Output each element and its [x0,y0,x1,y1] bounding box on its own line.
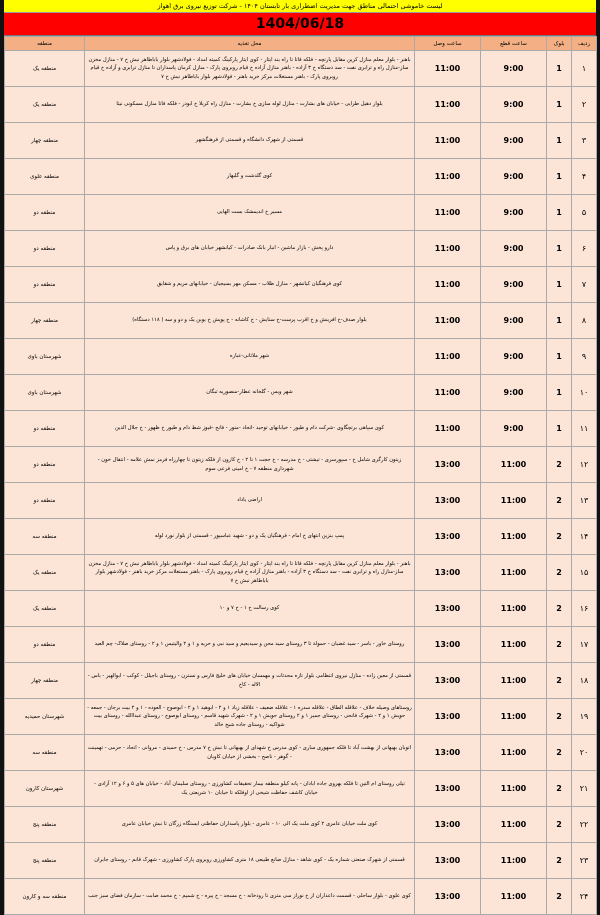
cell-region: منطقه دو [5,411,85,447]
cell-address: قسمتی از معین زاده - منازل نیروی انتظامی بلوار تازه محدثات و مهمسان خیابان های خلیج فارس و نسترن - روستای باجیلل - کوکب - ابوالهیر - باس - الاله - کاخ [85,663,415,699]
cell-off-time: 11:00 [481,519,547,555]
cell-region: منطقه دو [5,483,85,519]
cell-on-time: 11:00 [415,231,481,267]
cell-address: کوی علوی - بلوار ساحلی - قسمت داعداران از خ نوراز سی متری تا رودخانه - خ مسجد - خ پیره - خ شمیم - خ محمد صابت - سازمان فضای سبز جنب [85,879,415,915]
document-title: لیست خاموشی احتمالی مناطق جهت مدیریت اضطراری بار تابستان ۱۴۰۴ - شرکت توزیع نیروی برق اهواز [4,0,596,13]
cell-block-number: 2 [547,519,572,555]
cell-on-time: 13:00 [415,807,481,843]
cell-address: اتوبان بهبهانی از بهشت آباد تا فلکه جمهوری ساری - کوی مدرس خ شهدای از بهبهانی تا نبش خ ۷ مدرس - خ حمیدی - مروانی - اتحاد - حرمی - تهمینت - گوهر - ناصح - بخشی از خیابان کاوبان [85,735,415,771]
cell-block-number: 2 [547,699,572,735]
cell-region: منطقه دو [5,267,85,303]
table-row [5,591,597,627]
cell-off-time: 9:00 [481,411,547,447]
cell-block-number: 2 [547,663,572,699]
cell-block-number: 1 [547,411,572,447]
cell-block-number: 2 [547,627,572,663]
cell-region: منطقه سه و کارون [5,879,85,915]
cell-address: شهر ملاثانی-عباره [85,339,415,375]
cell-address: پمپ بنزین انتهای خ امام - فرهنگیان یک و دو - شهید عباسپور - قسمتی از بلوار نورد لوله [85,519,415,555]
cell-off-time: 9:00 [481,375,547,411]
cell-region: منطقه دو [5,231,85,267]
cell-block-number: 1 [547,123,572,159]
cell-row-number: ۱۱ [572,411,597,447]
cell-row-number: ۳ [572,123,597,159]
table-row [5,627,597,663]
cell-off-time: 9:00 [481,303,547,339]
outage-table [4,36,597,915]
cell-row-number: ۱۵ [572,555,597,591]
cell-on-time: 11:00 [415,303,481,339]
table-row [5,267,597,303]
cell-on-time: 13:00 [415,663,481,699]
table-row [5,663,597,699]
table-row [5,807,597,843]
cell-block-number: 1 [547,303,572,339]
cell-region: منطقه چهار [5,123,85,159]
cell-address: کوی رسالت خ ۱ - خ ۷ و ۱۰ [85,591,415,627]
cell-address: بلوار صدف-خ افرینش و خ اقرب پرست-خ ستایش - خ کاشانه - خ پویش خ بوبن یک و دو و سه ( ۱۱۸ دستگاه) [85,303,415,339]
cell-off-time: 9:00 [481,267,547,303]
table-row [5,339,597,375]
cell-off-time: 9:00 [481,195,547,231]
cell-region: شهرستان باوی [5,375,85,411]
cell-region: منطقه یک [5,591,85,627]
cell-region: منطقه سه [5,519,85,555]
cell-on-time: 13:00 [415,483,481,519]
cell-block-number: 1 [547,339,572,375]
cell-address: بلوار دهیل طرایی - خیابان های بشارت - منازل لوله سازی خ بشارت - منازل راه کربلا خ ابوذر - فلکه فاتا منازل مسکونی نیتا [85,87,415,123]
cell-row-number: ۱۸ [572,663,597,699]
table-row [5,447,597,483]
cell-block-number: 1 [547,87,572,123]
cell-on-time: 13:00 [415,627,481,663]
cell-row-number: ۱۲ [572,447,597,483]
cell-on-time: 13:00 [415,555,481,591]
cell-address: قسمتی از شهرک دانشگاه و قسمتی از فرهنگشهر [85,123,415,159]
cell-on-time: 11:00 [415,123,481,159]
table-row [5,843,597,879]
cell-row-number: ۲۲ [572,807,597,843]
cell-off-time: 11:00 [481,879,547,915]
cell-region: منطقه سه [5,735,85,771]
cell-on-time: 11:00 [415,159,481,195]
cell-on-time: 13:00 [415,843,481,879]
cell-address: مسیر خ اندیمشک بست الهایی [85,195,415,231]
cell-address: کوی سپاهی برتچگاوی -شرکت دام و طیور - خیابانهای توحید -اتحاد -منور - فانح -فیوز شط دام و طیور خ ظهور - خ جلال الدین [85,411,415,447]
table-row [5,411,597,447]
table-row [5,195,597,231]
cell-row-number: ۲۴ [572,879,597,915]
cell-address: کوی گلدشت و گلبهار [85,159,415,195]
table-row [5,123,597,159]
cell-off-time: 11:00 [481,447,547,483]
cell-address: روستاهای وصیله خلاف - علاقله الطاق - علاقله سدره ۱ - علاقله ضعیف - علاقله زیاد ۱ و ۲ - ابوهید ۱ و ۲ - ابوصوج - العوده - ۱ و ۲ بیت برجان - جمعه - حویش ۱ و ۲ - شهرک فانحی - روستای جمیر ۱ و ۲ روستای حویش ۱ و ۲ - شهرک شهید قاسم - روستای ابوصوج - روستای عبداالله - روستای بیت شواکیه - روستای جاده شیخ خالد [85,699,415,735]
cell-off-time: 11:00 [481,591,547,627]
cell-block-number: 1 [547,159,572,195]
cell-address: باهنر - بلوار معلم منازل کرین مقابل پارتچه - فلکه فاتا تا راه بند ایثار - کوی ایثار پارکینگ کمیته امداد - فولادشهر بلوار باباطاهر نبش خ ۷ - منازل مخزن ساز-منازل راه و ترابری نفت - سد دستگاه خ ۳ آزاده - باهنر منازل آزاده خ قیام روبروی پارک - باهنر مستغلات مرکز خرید باهنر - فولادشهر بلوار باباطاهر نبش خ ۷ [85,555,415,591]
header-on-time: ساعت وصل [415,37,481,51]
cell-on-time: 13:00 [415,699,481,735]
cell-address: کوی ملت خیابان عامری ۲ کوی ملت یک الی ۱۰ - عامری - بلوار پاسداران حفاظتی ایستگاه زرگان تا نبش خیابان عامری [85,807,415,843]
cell-block-number: 2 [547,879,572,915]
cell-row-number: ۸ [572,303,597,339]
cell-on-time: 11:00 [415,267,481,303]
cell-region: منطقه یک [5,555,85,591]
cell-on-time: 11:00 [415,87,481,123]
table-row [5,771,597,807]
header-block: بلوک [547,37,572,51]
cell-on-time: 11:00 [415,195,481,231]
cell-region: منطقه پنج [5,807,85,843]
cell-on-time: 13:00 [415,771,481,807]
table-row [5,159,597,195]
cell-region: منطقه یک [5,87,85,123]
cell-block-number: 2 [547,735,572,771]
table-row [5,735,597,771]
cell-row-number: ۱۴ [572,519,597,555]
cell-region: شهرستان کارون [5,771,85,807]
table-row [5,555,597,591]
cell-off-time: 11:00 [481,843,547,879]
cell-address: دارو پخش - بازار ماشین - انبار بانک صادرات - کیانشهر خیابان های برق و پاس [85,231,415,267]
cell-row-number: ۲۳ [572,843,597,879]
table-row [5,87,597,123]
cell-block-number: 1 [547,231,572,267]
cell-on-time: 13:00 [415,519,481,555]
cell-row-number: ۷ [572,267,597,303]
cell-on-time: 11:00 [415,51,481,87]
table-row [5,303,597,339]
cell-address: شهر ویس - گلخانه عطار-منصوریه تبگان [85,375,415,411]
cell-on-time: 13:00 [415,447,481,483]
header-row-number: ردیف [572,37,597,51]
table-row [5,699,597,735]
cell-off-time: 11:00 [481,627,547,663]
cell-row-number: ۶ [572,231,597,267]
cell-row-number: ۱۳ [572,483,597,519]
cell-block-number: 2 [547,591,572,627]
cell-row-number: ۲۰ [572,735,597,771]
cell-block-number: 2 [547,447,572,483]
cell-off-time: 9:00 [481,231,547,267]
cell-region: منطقه علوی [5,159,85,195]
cell-region: منطقه دو [5,627,85,663]
cell-row-number: ۱۶ [572,591,597,627]
cell-row-number: ۲۱ [572,771,597,807]
cell-on-time: 11:00 [415,411,481,447]
cell-address: باهنر - بلوار معلم منازل کرین مقابل پارتچه - فلکه فاتا تا راه بند ایثار - کوی ایثار پارکینگ کمیته امداد - فولادشهر بلوار باباطاهر نبش خ ۷ - منازل مخزن ساز-منازل راه و ترابری نفت - سد دستگاه خ ۳ آزاده - باهنر منازل آزاده خ قیام روبروی پارک - منازل کرمان پاسداران تا منازل ترابری و آزاده خ قیام روبروی پارک - باهنر مستغلات مرکز خرید باهنر - فولادشهر بلوار باباطاهر نبش خ ۷ [85,51,415,87]
cell-on-time: 11:00 [415,375,481,411]
cell-on-time: 11:00 [415,339,481,375]
cell-address: تیلی روستای ام التین تا فلکه بهروی جاده ابادان - پانه کیلو منطقه بیمار تحقیقات کشاورزی - روستای سلیمان آباد - خیابان های ۵ و ۶ و ۱۲ آزادی - خیابان کاشف حفاظت شیخی از اوفلکه تا خیابان ۱۰ شریعتی یک [85,771,415,807]
header-address: محل تغذیه [85,37,415,51]
cell-address: اراضی یاداد [85,483,415,519]
table-row [5,483,597,519]
cell-region: منطقه دو [5,447,85,483]
cell-block-number: 1 [547,375,572,411]
cell-block-number: 1 [547,267,572,303]
cell-block-number: 1 [547,51,572,87]
cell-off-time: 9:00 [481,339,547,375]
cell-on-time: 13:00 [415,735,481,771]
table-row [5,375,597,411]
cell-region: شهرستان حمیدیه [5,699,85,735]
cell-region: شهرستان باوی [5,339,85,375]
cell-row-number: ۱۹ [572,699,597,735]
cell-region: منطقه یک [5,51,85,87]
table-row [5,879,597,915]
cell-off-time: 11:00 [481,735,547,771]
table-row [5,519,597,555]
cell-address: قسمتی از شهرک صنعتی شماره یک - کوی شاهد - منازل صانع طبیعی ۱۸ متری کشاورزی روبروی پارک کشاورزی - شهرک قانم - روستای جابران [85,843,415,879]
cell-off-time: 11:00 [481,771,547,807]
cell-row-number: ۴ [572,159,597,195]
cell-off-time: 11:00 [481,483,547,519]
table-header-row [5,37,597,51]
cell-row-number: ۵ [572,195,597,231]
cell-region: منطقه چهار [5,303,85,339]
cell-off-time: 11:00 [481,663,547,699]
cell-address: روستای خاور - باسر - سید غضبان - حمولة تا ۳ روستای سید محن و سیدیعیم و سید نبی و حریه و ۱ و ۲ والیتیس ۱ و ۲ - روستای صلاک- چم العید [85,627,415,663]
cell-row-number: ۱ [572,51,597,87]
cell-off-time: 9:00 [481,87,547,123]
cell-off-time: 11:00 [481,699,547,735]
cell-address: زیتون کارگری شامل خ - سپورسری - تیشتی - خ مدرسه - خ حجت ۱ تا ۲ - خ کارون از فلکه زیتون تا چهارراه فرمز نمش علامه - انتقال خون - شهرداری منطقه ۷ - خ امینی فرعی سوم [85,447,415,483]
cell-off-time: 11:00 [481,555,547,591]
cell-on-time: 13:00 [415,591,481,627]
cell-address: کوی فرهنگیان کیانشهر - منازل طلاب - مسکن مهر بسیجیان - خیابانهای مریم و شقایق [85,267,415,303]
cell-off-time: 9:00 [481,159,547,195]
schedule-date: 1404/06/18 [4,13,596,36]
cell-row-number: ۱۰ [572,375,597,411]
cell-row-number: ۹ [572,339,597,375]
cell-row-number: ۱۷ [572,627,597,663]
table-row [5,51,597,87]
cell-block-number: 2 [547,483,572,519]
cell-region: منطقه پنج [5,843,85,879]
cell-block-number: 1 [547,195,572,231]
cell-region: منطقه چهار [5,663,85,699]
cell-block-number: 2 [547,807,572,843]
cell-off-time: 11:00 [481,807,547,843]
cell-block-number: 2 [547,771,572,807]
spreadsheet-sheet [4,0,596,901]
cell-row-number: ۲ [572,87,597,123]
cell-region: منطقه دو [5,195,85,231]
cell-off-time: 9:00 [481,51,547,87]
header-off-time: ساعت قطع [481,37,547,51]
cell-block-number: 2 [547,555,572,591]
header-region: منطقه [5,37,85,51]
cell-on-time: 13:00 [415,879,481,915]
cell-block-number: 2 [547,843,572,879]
cell-off-time: 9:00 [481,123,547,159]
table-row [5,231,597,267]
